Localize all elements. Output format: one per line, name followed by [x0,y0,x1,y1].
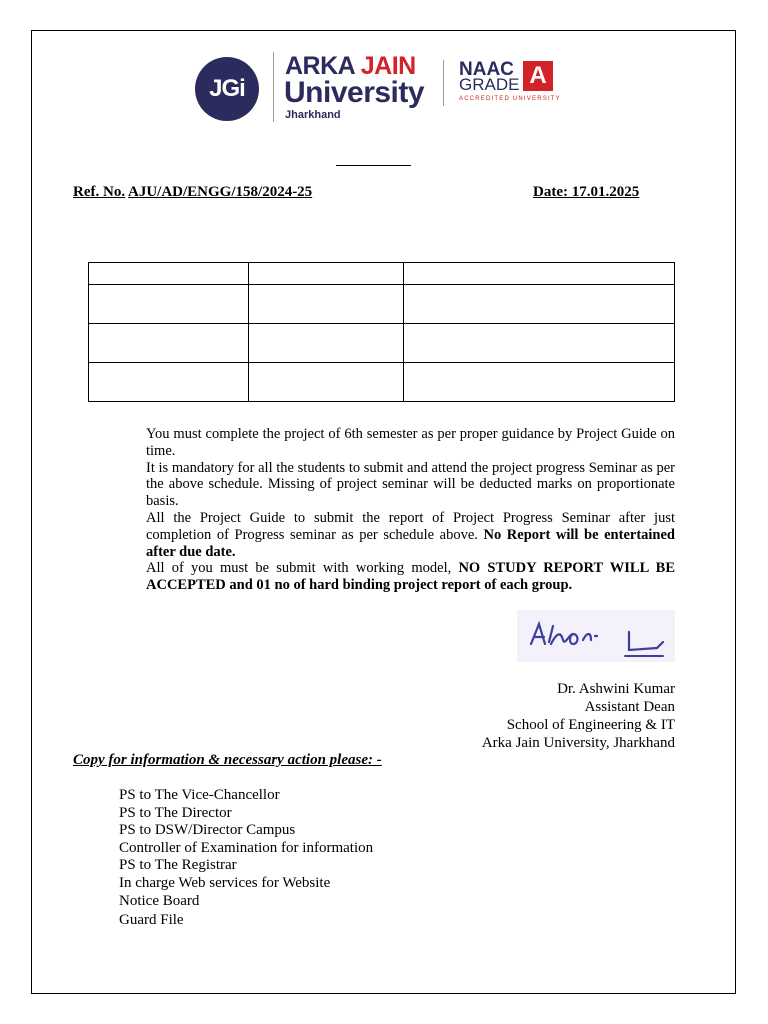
table-row [89,363,675,402]
list-item: Guard File [119,912,184,929]
instruction-4-text: All of you must be submit with working model, [146,560,452,577]
university-name-line2: University [284,76,425,109]
table-cell [249,324,404,363]
table-cell [89,285,249,324]
list-item: PS to The Vice-Chancellor [119,787,280,803]
naac-divider [443,60,444,106]
table-cell [249,285,404,324]
signatory-school: School of Engineering & IT [506,717,675,733]
table-cell [249,263,404,285]
table-header-row [89,263,675,285]
naac-label: NAAC [459,59,514,80]
table-cell [249,363,404,402]
university-name-arka: ARKA [285,52,355,80]
header-divider [273,52,274,122]
table-cell [404,324,675,363]
copy-heading: Copy for information & necessary action please: - [73,752,382,768]
schedule-table [88,262,675,402]
list-item: Notice Board [119,892,200,909]
letter-date: Date: 17.01.2025 [533,184,640,200]
instructions-block [146,426,675,594]
reference-value: AJU/AD/ENGG/158/2024-25 [128,184,313,200]
instruction-3 [146,510,675,560]
accredited-label: ACCREDITED UNIVERSITY [459,96,561,102]
reference-label: Ref. No. [73,184,126,200]
signatory-designation: Assistant Dean [584,699,675,715]
jgi-logo [195,57,259,121]
table-row [89,324,675,363]
table-cell [89,363,249,402]
list-item: PS to The Registrar [119,857,237,874]
jgi-logo-text: JGi [209,75,245,102]
university-name-jain: JAIN [360,52,416,80]
instruction-1: You must complete the project of 6th semester as per proper guidance by Project Guide on time. [146,426,675,459]
instruction-3-text: All the Project Guide to submit the report of Project Progress Seminar after just completion of Progress seminar as per schedule above. [146,509,675,543]
copy-recipients-list [119,787,373,930]
table-cell [89,263,249,285]
university-location: Jharkhand [285,109,341,121]
list-item: In charge Web services for Website [119,874,331,891]
table-cell [89,324,249,363]
reference-number [73,184,312,201]
table-cell [404,285,675,324]
table-cell [404,263,675,285]
instruction-4-bold: NO STUDY REPORT WILL BE ACCEPTED and 01 no of hard binding project report of each group. [146,560,676,594]
signatory-name: Dr. Ashwini Kumar [557,681,675,697]
instruction-4 [146,560,675,594]
instruction-2: It is mandatory for all the students to submit and attend the project progress Seminar as per the above schedule. Missing of project seminar will be deducted marks on proportionate basis. [146,459,675,510]
grade-label: GRADE [459,75,520,94]
signatory-block [482,680,675,752]
table-cell [404,363,675,402]
title-underline [336,165,411,166]
table-row [89,285,675,324]
signatory-university: Arka Jain University, Jharkhand [481,735,675,751]
signature-image [517,610,675,662]
list-item: PS to The Director [119,804,232,821]
list-item: PS to DSW/Director Campus [119,822,296,839]
naac-grade-badge: A [523,61,553,91]
instruction-3-bold: No Report will be entertained after due date. [146,526,675,560]
list-item: Controller of Examination for information [119,839,374,856]
